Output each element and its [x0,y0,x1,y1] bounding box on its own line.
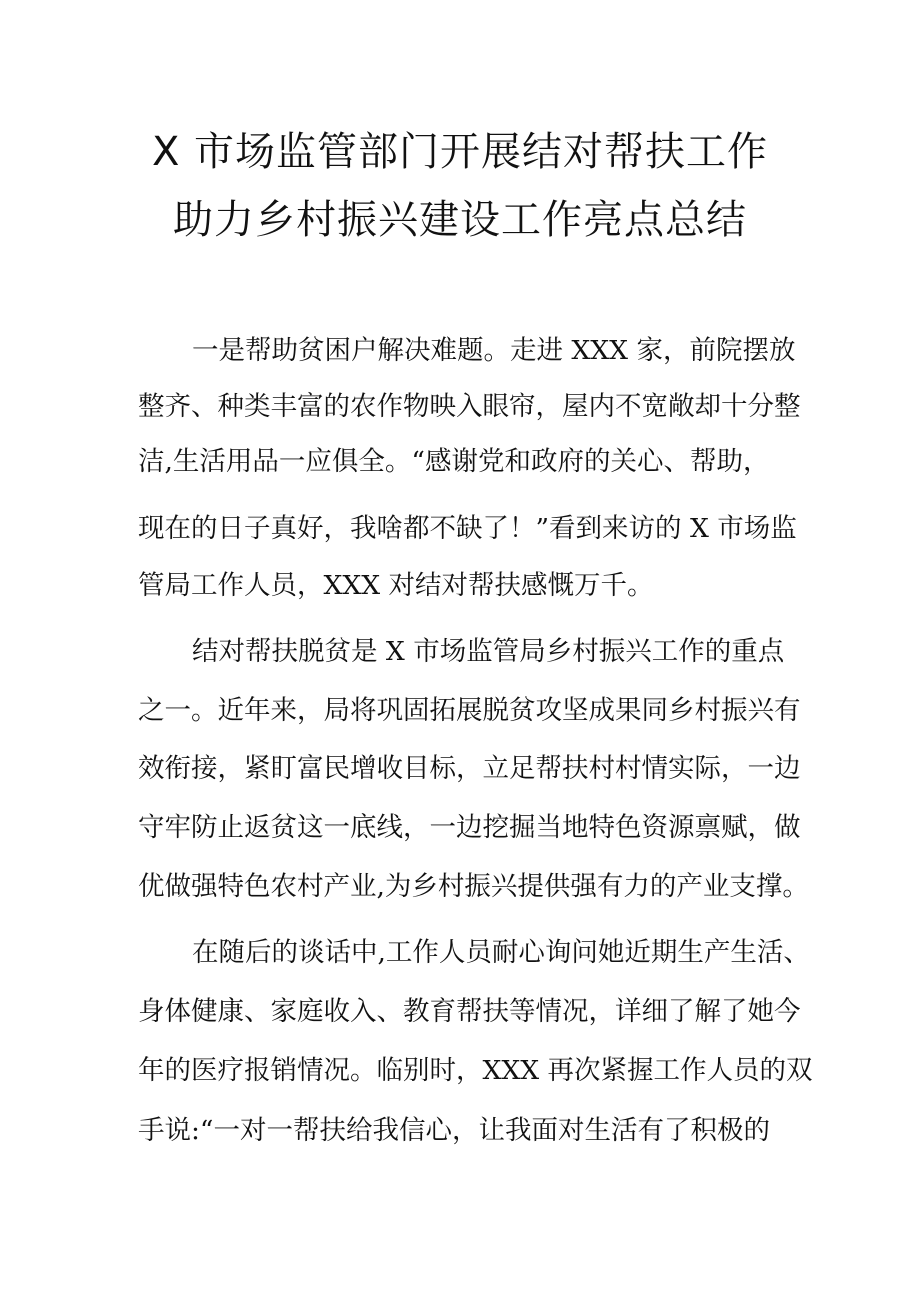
paragraph-line: 在随后的谈话中,工作人员耐心询问她近期生产生活、 [192,937,810,968]
paragraph-line: 管局工作人员，XXX 对结对帮扶感慨万千。 [138,570,654,601]
paragraph-line: 优做强特色农村产业,为乡村振兴提供强有力的产业支撑。 [138,871,809,902]
paragraph-line: 一是帮助贫困户解决难题。走进 XXX 家，前院摆放 [192,335,796,366]
paragraph-line: 手说:“一对一帮扶给我信心，让我面对生活有了积极的 [138,1115,770,1146]
paragraph-line: 效衔接，紧盯富民增收目标，立足帮扶村村情实际，一边 [138,753,801,784]
paragraph-line: 年的医疗报销情况。临别时，XXX 再次紧握工作人员的双 [138,1055,813,1086]
paragraph-line: 身体健康、家庭收入、教育帮扶等情况，详细了解了她今 [138,996,801,1027]
paragraph-line: 整齐、种类丰富的农作物映入眼帘，屋内不宽敞却十分整 [138,391,801,422]
paragraph-line: 现在的日子真好，我啥都不缺了！”看到来访的 X 市场监 [138,513,797,544]
paragraph-line: 守牢防止返贫这一底线，一边挖掘当地特色资源禀赋，做 [138,812,801,843]
paragraph-line: 结对帮扶脱贫是 X 市场监管局乡村振兴工作的重点 [192,636,785,667]
paragraph-line: 之一。近年来，局将巩固拓展脱贫攻坚成果同乡村振兴有 [138,695,801,726]
document-title-line-2: 助力乡村振兴建设工作亮点总结 [173,197,747,243]
document-title-line-1: X 市场监管部门开展结对帮扶工作 [151,129,769,175]
paragraph-line: 洁,生活用品一应俱全。“感谢党和政府的关心、帮助， [138,446,770,477]
